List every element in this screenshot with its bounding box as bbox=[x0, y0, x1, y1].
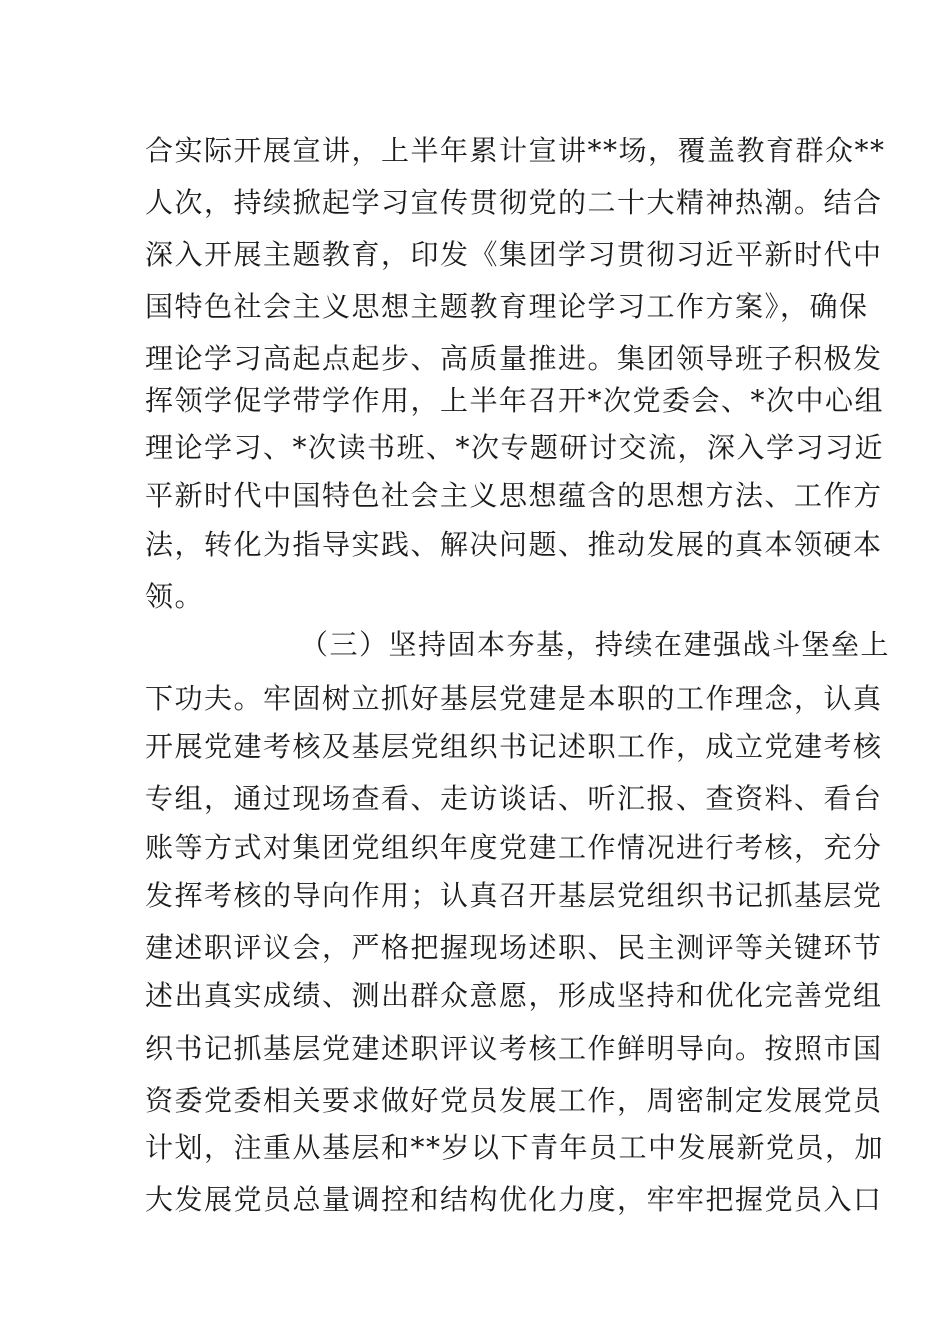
text-line: 开展党建考核及基层党组织书记述职工作，成立党建考核 bbox=[145, 730, 883, 763]
text-line: 织书记抓基层党建述职评议考核工作鲜明导向。按照市国 bbox=[145, 1032, 883, 1065]
text-line: 合实际开展宣讲，上半年累计宣讲**场，覆盖教育群众** bbox=[145, 134, 886, 167]
text-line: 专组，通过现场查看、走访谈话、听汇报、查资料、看台 bbox=[145, 782, 883, 815]
text-line: 述出真实成绩、测出群众意愿，形成坚持和优化完善党组 bbox=[145, 979, 883, 1012]
text-line: 深入开展主题教育，印发《集团学习贯彻习近平新时代中 bbox=[145, 238, 883, 271]
text-line: 建述职评议会，严格把握现场述职、民主测评等关键环节 bbox=[145, 931, 883, 964]
text-line: 资委党委相关要求做好党员发展工作，周密制定发展党员 bbox=[145, 1084, 883, 1117]
text-line: 国特色社会主义思想主题教育理论学习工作方案》，确保 bbox=[145, 290, 869, 323]
text-line: 账等方式对集团党组织年度党建工作情况进行考核，充分 bbox=[145, 831, 883, 864]
text-line: 大发展党员总量调控和结构优化力度，牢牢把握党员入口 bbox=[145, 1183, 883, 1216]
text-line: 法，转化为指导实践、解决问题、推动发展的真本领硬本 bbox=[145, 528, 883, 561]
text-line: 下功夫。牢固树立抓好基层党建是本职的工作理念，认真 bbox=[145, 682, 883, 715]
paragraph-end-line: 领。 bbox=[145, 580, 205, 613]
text-line: 挥领学促学带学作用，上半年召开*次党委会、*次中心组 bbox=[145, 384, 885, 417]
text-line: 计划，注重从基层和**岁以下青年员工中发展新党员，加 bbox=[145, 1131, 885, 1164]
text-line: 人次，持续掀起学习宣传贯彻党的二十大精神热潮。结合 bbox=[145, 186, 883, 219]
text-line: 理论学习高起点起步、高质量推进。集团领导班子积极发 bbox=[145, 342, 883, 375]
text-line: 理论学习、*次读书班、*次专题研讨交流，深入学习习近 bbox=[145, 431, 885, 464]
section-heading-line: （三）坚持固本夯基，持续在建强战斗堡垒上 bbox=[300, 628, 891, 661]
text-line: 平新时代中国特色社会主义思想蕴含的思想方法、工作方 bbox=[145, 479, 883, 512]
text-line: 发挥考核的导向作用；认真召开基层党组织书记抓基层党 bbox=[145, 879, 883, 912]
